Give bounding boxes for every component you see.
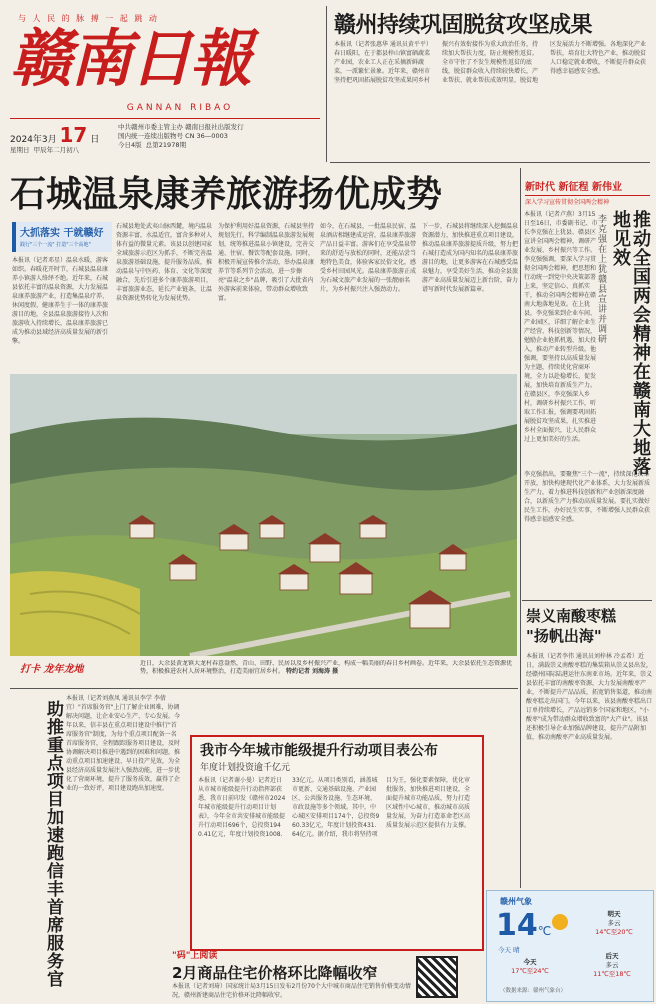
headline-city-project: 我市今年城市能级提升行动项目表公布: [200, 743, 438, 759]
article-hot-spring-col3: 为保护利用好温泉资源，石城县坚持规划先行，科学编制温泉旅游发展规划，统筹推进温泉小镇建设，完善交通、住宿、餐饮等配套设施。同时，积极开展宣传推介活动，举办温泉康养节等系列节会活动，进一步擦亮"温泉之乡"品牌，吸引了大批省内外游客前来体验，带动群众增收致富。: [218, 223, 314, 302]
sidebar-headline: 推动全国两会精神在赣南大地落地见效: [610, 210, 651, 476]
subtitle-city-project: 年度计划投资逾千亿元: [200, 763, 291, 773]
photo-village-spring: [10, 374, 517, 656]
rule-sidebar-left: [520, 168, 521, 888]
sidebar-tag: 新时代 新征程 新伟业 深入学习宣传贯彻全国两会精神: [525, 178, 650, 206]
article-city-project-body: 本报讯（记者谢小曼）记者近日从市城市能级提升行动指挥部获悉，我市日前印发《赣州市2024年城市能级提升行动项目计划表》，今年全市共安排城市能级提升行动项目696个，总投资1940.41亿元，年度计划投资1008.33亿元。从项目类别看，涵盖城市更新、交通基础设施、产业园区、公共服务设施、生态环境、市政设施等多个领域。其中，中心城区安排项目174个，总投资960.33亿元，年度计划投资431.64亿元。据介绍，我市将坚持项目为王，强化要素保障，优化审批服务，加快推进项目建设，全面提升城市功能品质，努力打造区域性中心城市，推动城市高质量发展，为奋力打造革命老区高质量发展示范区提供有力支撑。: [198, 777, 471, 838]
headline-housing: 2月商品住宅价格环比降幅收窄: [172, 964, 378, 982]
issue-publisher-info: 中共赣州市委主管主办 赣南日报社出版发行 国内统一连续出版物号 CN 36—0003 今日4版 总第21978期: [118, 123, 244, 149]
article-hot-spring-col5: 下一步，石城县将继续深入挖掘温泉资源潜力，加快推进重点项目建设，推动温泉康养旅游提质升级，努力把石城打造成为国内知名的温泉康养旅游目的地，让更多游客在石城感受温泉魅力，享受美好生活，推动全县旅游产业高质量发展迈上新台阶，奋力谱写新时代发展新篇章。: [422, 223, 518, 293]
photo-caption: 近日，大余县黄龙镇大龙村春意盎然，青山、田野、民居以及乡村振兴产业，构成一幅美丽的春日乡村画卷。近年来，大余县依托生态资源优势，积极推进农村人居环境整治，打造美丽宜居乡村。 特约记者 刘海涛 摄: [140, 660, 513, 676]
weather-today-label: 今天 晴: [498, 946, 520, 954]
masthead-pinyin: GANNAN RIBAO: [126, 103, 234, 113]
weather-sun-icon: [552, 914, 568, 930]
masthead-rule: [10, 118, 320, 119]
headline-navel: 崇义南酸枣糕 "扬帆出海": [526, 607, 617, 645]
weather-tomorrow: 明天 多云 14℃至20℃: [595, 910, 633, 936]
headline-poverty: 赣州持续巩固脱贫攻坚成果: [334, 13, 593, 38]
rule-photo-bottom: [10, 688, 518, 689]
weather-today-temp: 14℃: [496, 908, 552, 943]
rule-top-right: [330, 162, 650, 163]
article-poverty-body: 本报讯（记者张惠华 通讯员黄平平）春日暖阳，在于都县梓山镇富硒蔬菜产业园，农业工人正在采摘新鲜蔬菜，一派繁忙景象。近年来，赣州市坚持把巩固拓展脱贫攻坚成果同乡村振兴有效衔接作为重大政治任务，持续加大帮扶力度，防止规模性返贫。全市守住了不发生规模性返贫的底线，脱贫群众收入持续较快增长，产业帮扶、就业帮扶成效明显，脱贫地区发展活力不断增强。各地深化产业帮扶，培育壮大特色产业，推动脱贫人口稳定就业增收，不断提升群众获得感幸福感安全感。: [334, 41, 647, 84]
weather-day4: 后天 多云 11℃至18℃: [593, 952, 631, 978]
article-housing-body: 本报讯（记者刘琦）国家统计局3月15日发布2月份70个大中城市商品住宅销售价格变动情况，赣州新建商品住宅价格环比降幅收窄。: [172, 983, 411, 999]
kicker-housing: "码"上阅读: [172, 951, 218, 961]
rule-masthead-right: [326, 6, 327, 162]
article-sidebar-body2: 李克强指出，要聚焦"三个一流"，持续深化改革开放，加快构建现代化产业体系，大力发展新质生产力，着力推进科技创新和产业创新深度融合，以新质生产力推动高质量发展。要扎实做好民生工作，办好民生实事，不断增强人民群众获得感幸福感安全感。: [524, 471, 650, 523]
weather-city: 赣州气象: [500, 897, 532, 906]
article-sidebar-body: 本报讯（记者卢燕）3月15日至16日，市委副书记、市长李克强在上犹县、赣县区宣讲全国两会精神，调研产业发展、乡村振兴等工作。李克强强调，要深入学习贯彻全国两会精神，把思想和行动统一到党中央决策部署上来，坚定信心、真抓实干，推动全国两会精神在赣南大地落地见效。在上犹县，李克强来到企业车间、产业园区，详细了解企业生产经营、科技创新等情况，勉励企业抢抓机遇、加大投入，推动产业转型升级。他强调，要坚持以高质量发展为主题，持续优化营商环境，全力以赴稳增长、促发展，加快培育新质生产力。在赣县区，李克强深入乡村，调研乡村振兴工作，听取工作汇报，强调要巩固拓展脱贫攻坚成果，扎实推进乡村全面振兴，让人民群众过上更加美好的生活。: [524, 211, 598, 443]
masthead-logo: 赣南日報: [10, 22, 251, 95]
headline-xinfeng: 助推重点项目加速跑信丰首席服务官: [43, 700, 63, 988]
weather-source: （数据来源：赣州气象台）: [500, 988, 567, 994]
masthead-slogan: 与 人 民 的 脉 搏 一 起 跳 动: [18, 14, 159, 23]
campaign-banner: 大抓落实 干就赣好 践行"三个一流" 打造"三个高地": [12, 222, 112, 252]
weather-day3: 今天 17℃至24℃: [511, 958, 549, 975]
rule-navel: [522, 600, 652, 601]
article-hot-spring-col4: 如今，在石城县，一批温泉民宿、温泉酒店相继建成运营，温泉康养旅游产品日益丰富。游客们在享受温泉带来的舒适与放松的同时，还能品尝当地特色美食，体验客家民俗文化，感受乡村田园风光。温泉康养旅游正成为石城文旅产业发展的一张靓丽名片，为乡村振兴注入强劲动力。: [320, 223, 416, 293]
qr-code[interactable]: [416, 956, 458, 998]
article-xinfeng-body: 本报讯（记者刘燕凤 通讯员李学 李倩宜）"首席服务官"上门了解企业困难，协调解决问题，让企业安心生产、专心发展。今年以来，信丰县在重点项目建设中推行"首席服务官"制度，为每个重点项目配备一名首席服务官，全程跟踪服务项目建设，及时协调解决项目推进中遇到的困难和问题，推动重点项目加速建设、早日投产见效，为全县经济高质量发展注入强劲动能，进一步优化了营商环境，提升了服务质效，赢得了企业的一致好评，项目建设跑出加速度。: [66, 695, 180, 792]
headline-hot-spring: 石城温泉康养旅游扬优成势: [10, 174, 443, 215]
article-navel-body: 本报讯（记者李伟 通讯员刘梓林 冷孟希）近日，满载崇义南酸枣糕的集装箱从崇义县出发，经赣州国际陆港运往东南亚市场。近年来，崇义县依托丰富的南酸枣资源，大力发展南酸枣产业，不断提升产品品质，拓宽销售渠道，推动南酸枣糕走出国门。今年以来，该县南酸枣糕出口订单持续增长，产品远销多个国家和地区，"小酸枣"成为带动群众增收致富的"大产业"。该县还积极引导企业加强品牌建设，提升产品附加值，推动南酸枣产业高质量发展。: [526, 653, 652, 741]
article-hot-spring-col1: 本报讯（记者邓星）温泉水暖，游客如织。春暖花开时节，石城县温泉康养小镇游人络绎不绝。近年来，石城县依托丰富的温泉资源，大力发展温泉康养旅游产业，打造集温泉疗养、休闲度假、健康养生于一体的康养旅游目的地，全县温泉旅游接待人次和旅游收入持续增长，温泉康养旅游已成为推动县域经济高质量发展的新引擎。: [12, 257, 109, 345]
sidebar-byline: 李克强在上犹赣县宣讲并调研: [596, 214, 606, 344]
issue-date: 2024年3月 17 日: [10, 123, 100, 147]
issue-weekday: 星期日 甲辰年二月初八: [10, 146, 80, 154]
article-hot-spring-col2: 石城县地处武夷山脉西麓，境内温泉资源丰富，水温适宜，富含多种对人体有益的微量元素。该县以创建国家全域旅游示范区为抓手，不断完善温泉旅游基础设施，提升服务品质，推动温泉与中医药、体育、文化等深度融合，先后引进多个康养旅游项目，丰富旅游业态，延长产业链条，让温泉资源优势转化为发展优势。: [116, 223, 212, 302]
photo-stamp: 打卡 龙年龙地: [20, 664, 84, 675]
